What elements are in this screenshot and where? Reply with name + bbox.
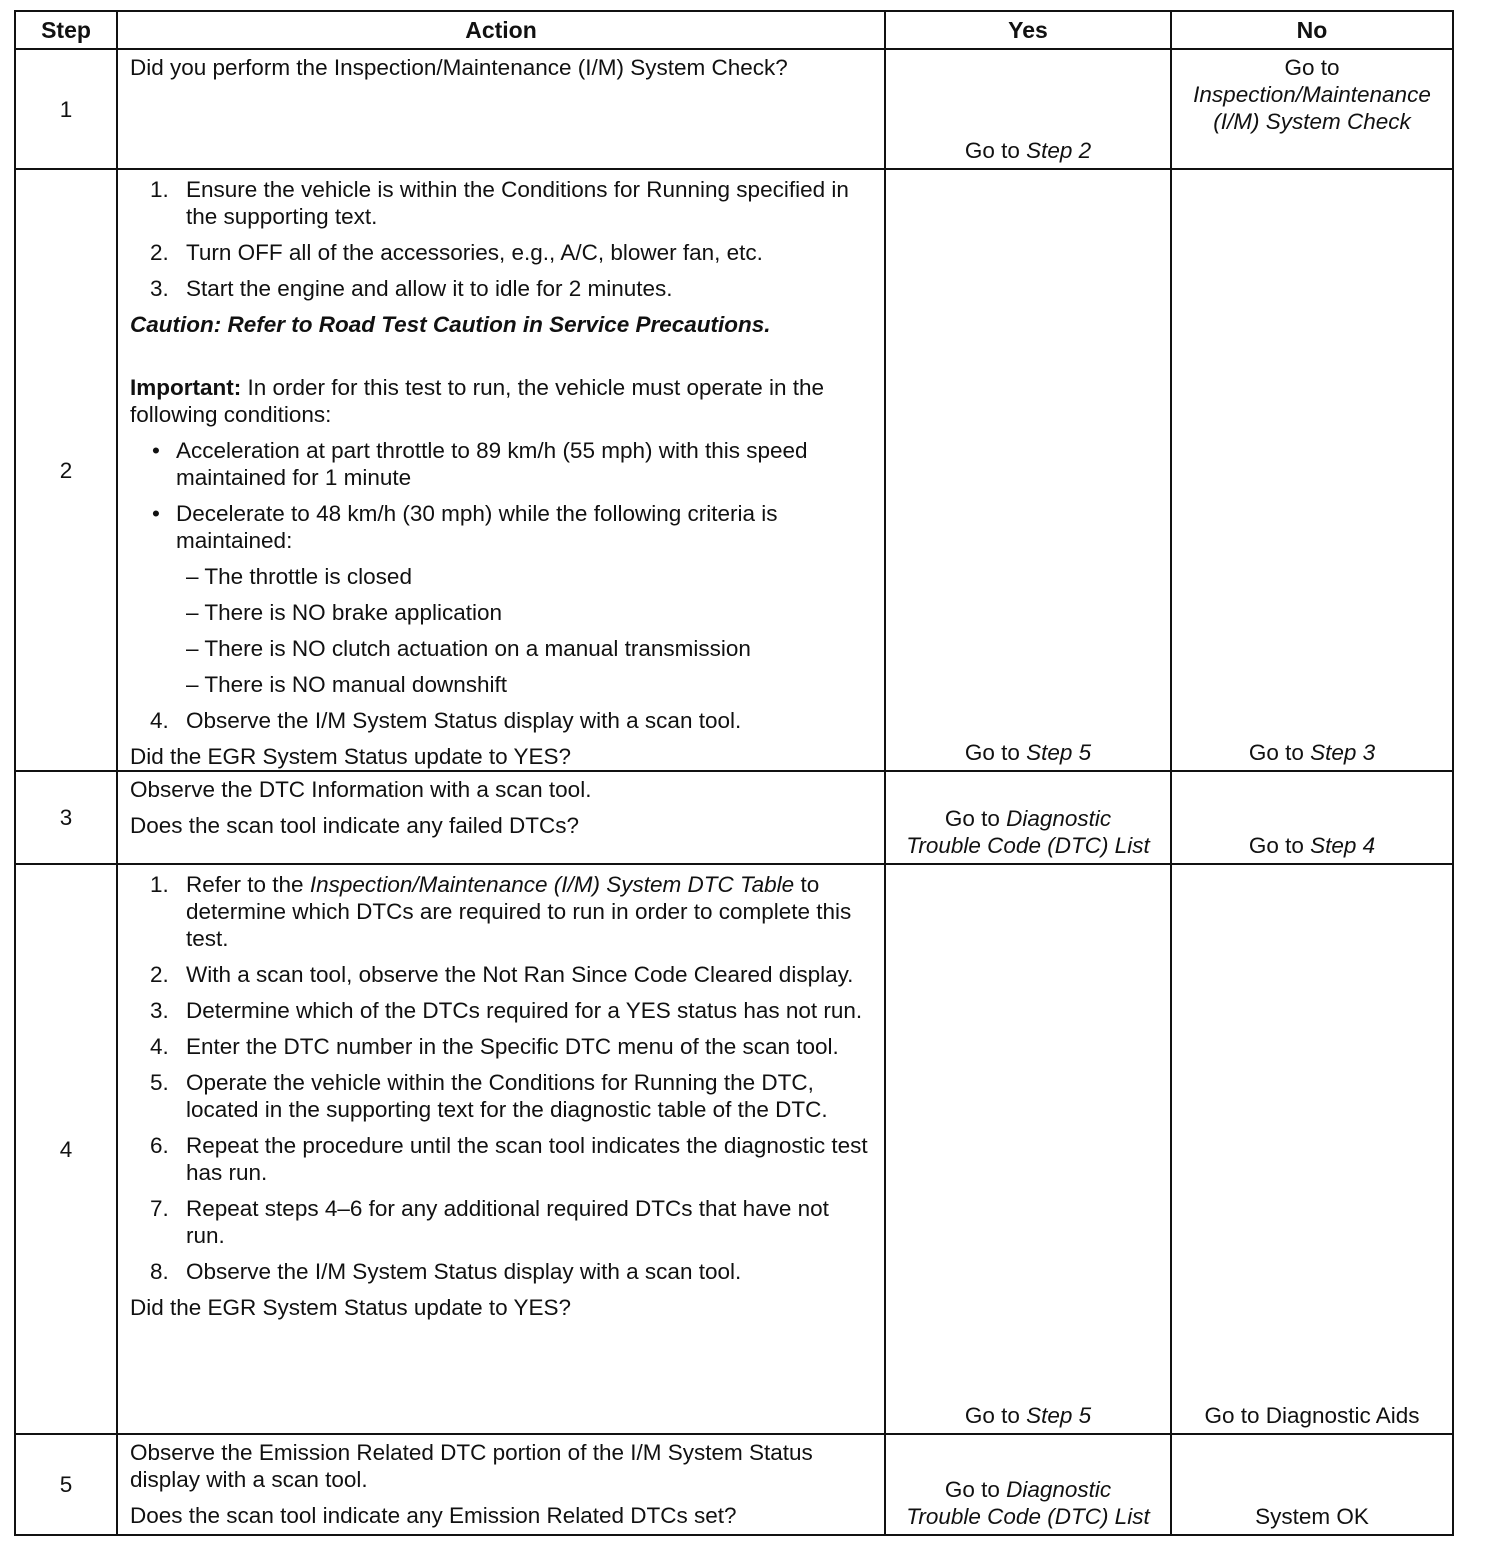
procedure-list-continued <box>130 707 872 734</box>
result-text: System OK <box>1255 1504 1369 1529</box>
yes-cell[interactable] <box>885 169 1171 771</box>
conditions-list <box>130 437 872 554</box>
action-cell <box>117 771 885 864</box>
action-question: Did the EGR System Status update to YES? <box>130 744 572 769</box>
list-item: – There is NO clutch actuation on a manual transmission <box>186 636 751 661</box>
yes-link[interactable]: Step 2 <box>1026 138 1092 163</box>
dtc-table-link[interactable]: Inspection/Maintenance (I/M) System DTC Table <box>309 872 795 897</box>
no-link[interactable]: Go to Diagnostic Aids <box>1204 1403 1420 1428</box>
list-item: 8. Observe the I/M System Status display with a scan tool. <box>150 1259 742 1284</box>
no-prefix: Go to <box>1284 55 1340 80</box>
header-action: Action <box>117 11 885 49</box>
criteria-list <box>130 563 872 698</box>
table-row-step-2 <box>15 169 1453 771</box>
yes-prefix: Go to <box>964 1403 1027 1428</box>
procedure-list <box>130 871 872 1285</box>
step-number: 1 <box>15 49 117 169</box>
no-cell <box>1171 1434 1453 1535</box>
yes-cell[interactable] <box>885 864 1171 1434</box>
diagnostic-table-page <box>14 10 1452 1536</box>
yes-prefix: Go to <box>944 806 1007 831</box>
table-row-step-5 <box>15 1434 1453 1535</box>
list-item: 2. With a scan tool, observe the Not Ran Since Code Cleared display. <box>150 962 854 987</box>
yes-prefix: Go to <box>944 1477 1007 1502</box>
list-item: 3. Determine which of the DTCs required for a YES status has not run. <box>150 998 863 1023</box>
yes-link[interactable]: Step 5 <box>1026 740 1092 765</box>
diagnostic-table <box>14 10 1454 1536</box>
header-row <box>15 11 1453 49</box>
list-item: 1. Ensure the vehicle is within the Conditions for Running specified in the supporting text. <box>150 177 849 229</box>
list-item: – There is NO brake application <box>186 600 502 625</box>
table-row-step-3 <box>15 771 1453 864</box>
action-cell <box>117 1434 885 1535</box>
list-item: – There is NO manual downshift <box>186 672 507 697</box>
action-question: Did you perform the Inspection/Maintenance (I/M) System Check? <box>130 55 788 80</box>
yes-link[interactable]: Step 5 <box>1026 1403 1092 1428</box>
list-item: 3. Start the engine and allow it to idle for 2 minutes. <box>150 276 673 301</box>
header-no: No <box>1171 11 1453 49</box>
list-item: 4. Enter the DTC number in the Specific DTC menu of the scan tool. <box>150 1034 839 1059</box>
step-number: 3 <box>15 771 117 864</box>
step-number: 4 <box>15 864 117 1434</box>
list-item: 6. Repeat the procedure until the scan tool indicates the diagnostic test has run. <box>150 1133 868 1185</box>
list-item: 7. Repeat steps 4–6 for any additional required DTCs that have not run. <box>150 1196 829 1248</box>
action-cell <box>117 169 885 771</box>
table-row-step-4 <box>15 864 1453 1434</box>
no-link[interactable]: Step 3 <box>1310 740 1376 765</box>
yes-prefix: Go to <box>964 740 1027 765</box>
no-prefix: Go to <box>1248 833 1311 858</box>
yes-cell[interactable] <box>885 1434 1171 1535</box>
step-number: 2 <box>15 169 117 771</box>
action-question: Does the scan tool indicate any Emission Related DTCs set? <box>130 1503 737 1528</box>
header-step: Step <box>15 11 117 49</box>
caution-note: Caution: Refer to Road Test Caution in Service Precautions. <box>130 312 771 337</box>
table-row-step-1 <box>15 49 1453 169</box>
list-item: – The throttle is closed <box>186 564 412 589</box>
no-cell[interactable] <box>1171 169 1453 771</box>
no-link[interactable]: Inspection/Maintenance (I/M) System Check <box>1193 82 1431 134</box>
list-item: 4. Observe the I/M System Status display with a scan tool. <box>150 708 742 733</box>
yes-cell[interactable] <box>885 49 1171 169</box>
important-note <box>130 374 872 428</box>
action-cell <box>117 49 885 169</box>
important-label: Important: <box>130 375 242 400</box>
no-prefix: Go to <box>1248 740 1311 765</box>
important-text: In order for this test to run, the vehicle must operate in the following conditions: <box>130 375 825 427</box>
list-item: 5. Operate the vehicle within the Conditions for Running the DTC, located in the supporting text for the diagnostic table of the DTC. <box>150 1070 828 1122</box>
yes-link[interactable]: Diagnostic Trouble Code (DTC) List <box>906 1477 1150 1529</box>
header-yes: Yes <box>885 11 1171 49</box>
list-item: • Acceleration at part throttle to 89 km/h (55 mph) with this speed maintained for 1 minute <box>152 438 808 490</box>
no-cell[interactable] <box>1171 771 1453 864</box>
yes-link[interactable]: Diagnostic Trouble Code (DTC) List <box>906 806 1150 858</box>
action-question: Did the EGR System Status update to YES? <box>130 1295 572 1320</box>
no-cell[interactable] <box>1171 864 1453 1434</box>
step-number: 5 <box>15 1434 117 1535</box>
yes-cell[interactable] <box>885 771 1171 864</box>
list-item: • Decelerate to 48 km/h (30 mph) while the following criteria is maintained: <box>152 501 778 553</box>
action-cell <box>117 864 885 1434</box>
list-item: 1. Refer to the Inspection/Maintenance (I/M) System DTC Table to determine which DTCs are required to run in order to complete this test. <box>150 872 852 951</box>
procedure-list <box>130 176 872 302</box>
yes-prefix: Go to <box>964 138 1027 163</box>
action-line: Observe the Emission Related DTC portion of the I/M System Status display with a scan tool. <box>130 1440 813 1492</box>
action-question: Does the scan tool indicate any failed DTCs? <box>130 813 579 838</box>
no-link[interactable]: Step 4 <box>1310 833 1376 858</box>
list-item: 2. Turn OFF all of the accessories, e.g., A/C, blower fan, etc. <box>150 240 763 265</box>
no-cell[interactable] <box>1171 49 1453 169</box>
action-line: Observe the DTC Information with a scan tool. <box>130 777 592 802</box>
